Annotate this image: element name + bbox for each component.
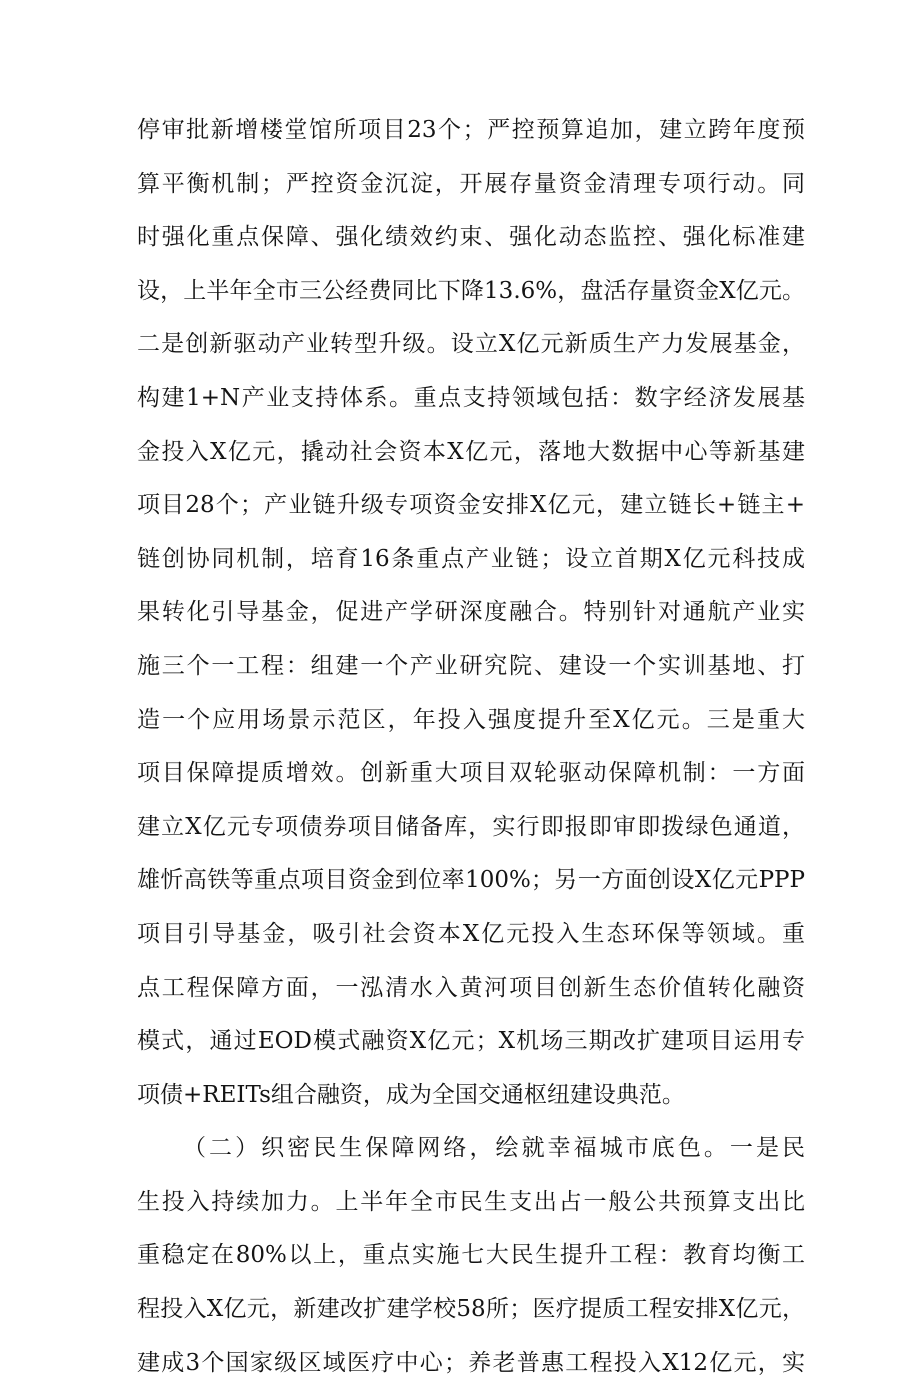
text-line: 项债+REITs组合融资，成为全国交通枢纽建设典范。 [137,1081,685,1108]
text-line: 时强化重点保障、强化绩效约束、强化动态监控、强化标准建 [137,224,805,251]
text-line: 施三个一工程：组建一个产业研究院、建设一个实训基地、打 [137,652,805,679]
text-line: 设，上半年全市三公经费同比下降13.6%，盘活存量资金X亿元。 [137,277,805,304]
text-line: 建成3个国家级区域医疗中心；养老普惠工程投入X12亿元，实 [137,1349,805,1376]
body-text [137,104,805,1390]
text-line: 链创协同机制，培育16条重点产业链；设立首期X亿元科技成 [137,545,805,572]
text-line: 金投入X亿元，撬动社会资本X亿元，落地大数据中心等新基建 [137,438,805,465]
text-line: 二是创新驱动产业转型升级。设立X亿元新质生产力发展基金， [137,331,805,358]
text-line: 算平衡机制；严控资金沉淀，开展存量资金清理专项行动。同 [137,170,805,197]
text-line: 项目保障提质增效。创新重大项目双轮驱动保障机制：一方面 [137,760,805,787]
text-line: 建立X亿元专项债券项目储备库，实行即报即审即拨绿色通道， [137,813,805,840]
text-line: 点工程保障方面，一泓清水入黄河项目创新生态价值转化融资 [137,974,805,1001]
text-line: 构建1+N产业支持体系。重点支持领域包括：数字经济发展基 [137,384,805,411]
text-line: 重稳定在80%以上，重点实施七大民生提升工程：教育均衡工 [137,1242,805,1269]
text-line: 果转化引导基金，促进产学研深度融合。特别针对通航产业实 [137,599,805,626]
text-line: 程投入X亿元，新建改扩建学校58所；医疗提质工程安排X亿元， [137,1296,805,1323]
text-line: 生投入持续加力。上半年全市民生支出占一般公共预算支出比 [137,1188,805,1215]
text-line: 造一个应用场景示范区，年投入强度提升至X亿元。三是重大 [137,706,805,733]
text-line: 模式，通过EOD模式融资X亿元；X机场三期改扩建项目运用专 [137,1028,805,1055]
text-line: 雄忻高铁等重点项目资金到位率100%；另一方面创设X亿元PPP [137,867,805,894]
text-line: 停审批新增楼堂馆所项目23个；严控预算追加，建立跨年度预 [137,117,805,143]
text-line: 项目引导基金，吸引社会资本X亿元投入生态环保等领域。重 [137,920,805,947]
section-heading-line: （二）织密民生保障网络，绘就幸福城市底色。一是民 [183,1135,805,1162]
text-line: 项目28个；产业链升级专项资金安排X亿元，建立链长+链主+ [137,492,805,519]
